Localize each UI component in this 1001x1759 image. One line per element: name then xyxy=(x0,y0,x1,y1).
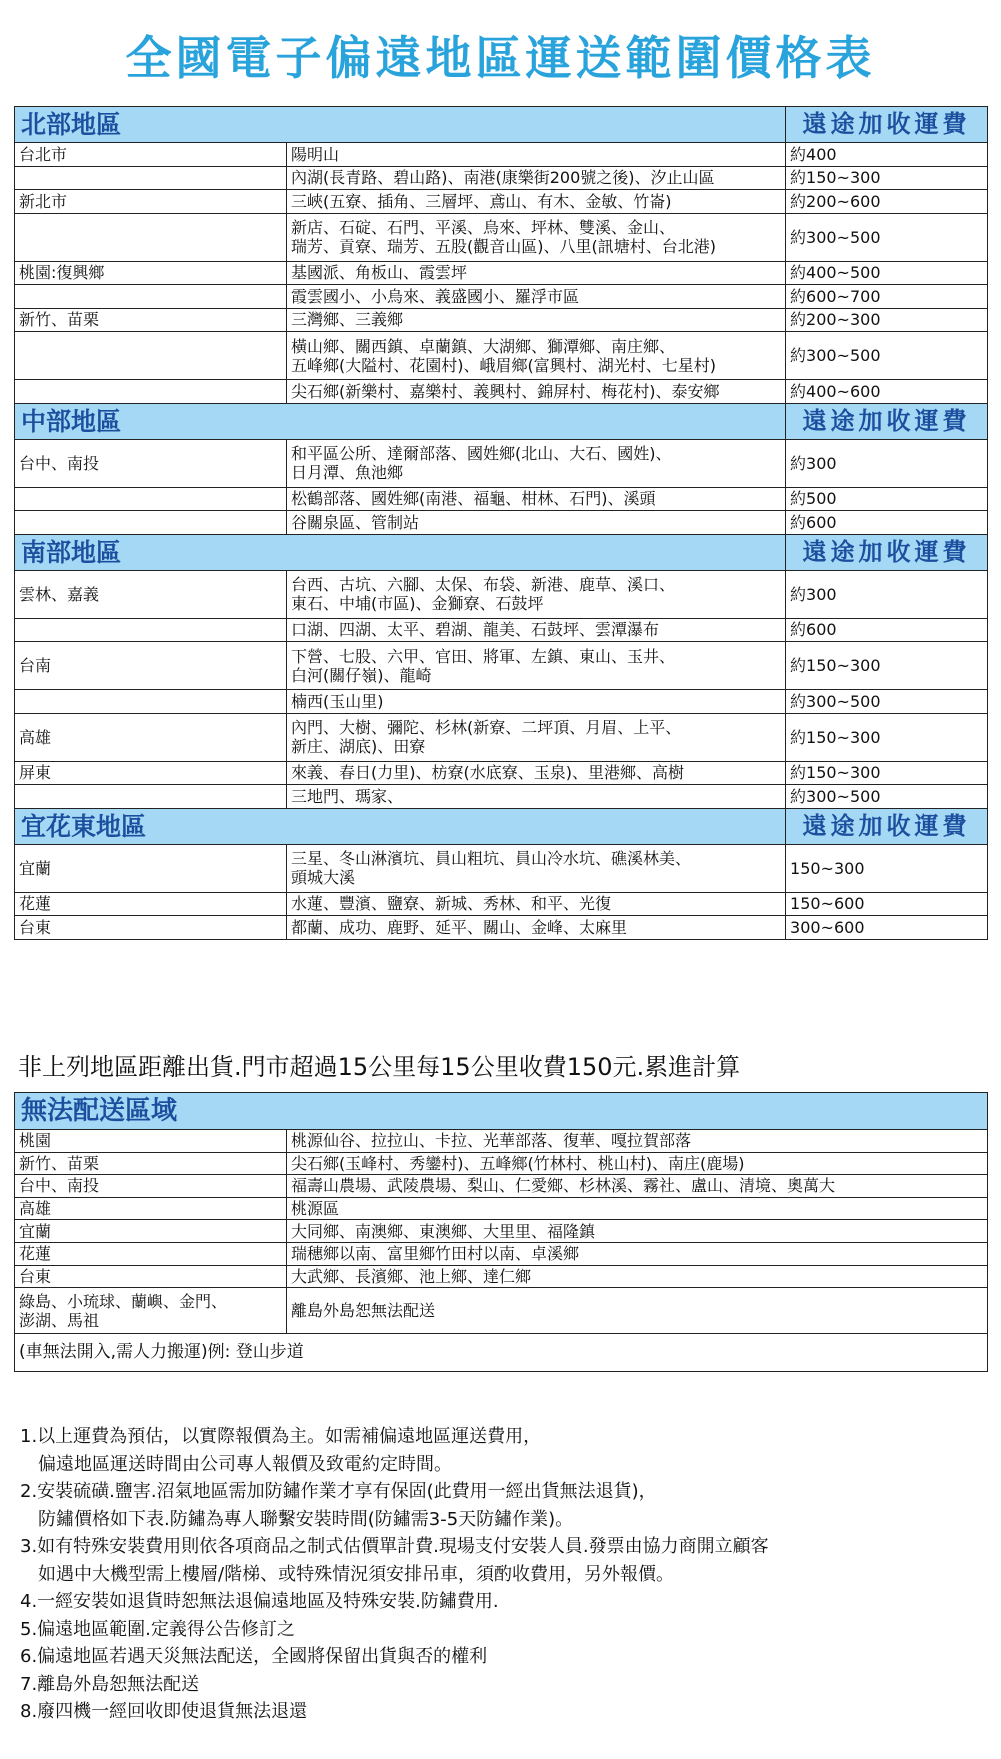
places-line: 五峰鄉(大隘村、花園村)、峨眉鄉(富興村、湖光村、七星村) xyxy=(291,355,716,375)
region-title: 宜花東地區 xyxy=(15,808,786,844)
note-line: 如遇中大機型需上樓層/階梯、或特殊情況須安排吊車，須酌收費用，另外報價。 xyxy=(38,1563,675,1585)
area-cell xyxy=(15,1220,287,1243)
fee-cell: 約500 xyxy=(786,487,988,511)
region-header-row xyxy=(15,534,988,570)
places-line: 下營、七股、六甲、官田、將軍、左鎮、東山、玉井、 xyxy=(291,646,676,666)
area-cell xyxy=(15,690,287,714)
places-line: 和平區公所、達爾部落、國姓鄉(北山、大石、國姓)、 xyxy=(291,444,672,463)
places-cell xyxy=(287,380,786,404)
fee-cell: 約300~500 xyxy=(786,332,988,380)
fee-cell: 約300~500 xyxy=(786,785,988,809)
places-line: 楠西(玉山里) xyxy=(291,691,384,711)
area-cell: 雲林、嘉義 xyxy=(15,570,287,618)
places-cell xyxy=(287,439,786,487)
area-line: 綠島、小琉球、蘭嶼、金門、 xyxy=(19,1291,228,1311)
places-line: 三灣鄉、三義鄉 xyxy=(291,310,404,330)
area-cell: 台南 xyxy=(15,642,287,690)
places-line: 內門、大樹、彌陀、杉林(新寮、二坪頂、月眉、上平、 xyxy=(291,718,682,737)
fee-cell: 約600 xyxy=(786,618,988,642)
table-row xyxy=(15,892,988,916)
table-row xyxy=(15,570,988,618)
fee-cell: 約400~600 xyxy=(786,380,988,404)
area-cell: 高雄 xyxy=(15,713,287,761)
table-row xyxy=(15,511,988,535)
note-line: 5.偏遠地區範圍.定義得公告修訂之 xyxy=(20,1618,295,1640)
table-row xyxy=(15,690,988,714)
remote-fee-table xyxy=(14,106,988,940)
table-row xyxy=(15,642,988,690)
area-cell: 花蓮 xyxy=(15,892,287,916)
places-cell xyxy=(287,785,786,809)
places-line: 谷關泉區、管制站 xyxy=(291,512,420,532)
places-cell xyxy=(287,285,786,309)
area-line: 高雄 xyxy=(19,1199,52,1219)
no-delivery-footer-row xyxy=(15,1334,988,1372)
area-cell xyxy=(15,166,287,190)
area-line: 桃園 xyxy=(19,1131,52,1151)
region-title: 南部地區 xyxy=(15,534,786,570)
note-line: 7.離島外島恕無法配送 xyxy=(20,1673,200,1695)
places-cell xyxy=(287,570,786,618)
places-cell: 離島外島恕無法配送 xyxy=(287,1288,988,1334)
places-line: 來義、春日(力里)、枋寮(水底寮、玉泉)、里港鄉、高樹 xyxy=(291,763,684,783)
fee-header: 遠途加收運費 xyxy=(786,403,988,439)
places-cell xyxy=(287,261,786,285)
area-cell: 新竹、苗栗 xyxy=(15,308,287,332)
places-cell: 大武鄉、長濱鄉、池上鄉、達仁鄉 xyxy=(287,1265,988,1288)
region-title: 北部地區 xyxy=(15,107,786,143)
fee-cell: 約300 xyxy=(786,570,988,618)
fee-header: 遠途加收運費 xyxy=(786,808,988,844)
fee-cell: 約600 xyxy=(786,511,988,535)
fee-cell: 約150~300 xyxy=(786,642,988,690)
places-line: 新庄、湖底)、田寮 xyxy=(291,737,426,756)
table-row xyxy=(15,190,988,214)
area-cell: 屏東 xyxy=(15,761,287,785)
area-cell xyxy=(15,285,287,309)
area-cell: 台東 xyxy=(15,916,287,940)
note-line: 4.一經安裝如退貨時恕無法退偏遠地區及特殊安裝.防鏽費用. xyxy=(20,1591,499,1612)
distance-note: 非上列地區距離出貨.門市超過15公里每15公里收費150元.累進計算 xyxy=(18,1053,741,1081)
area-line: 澎湖、馬祖 xyxy=(19,1310,100,1330)
note-line: 6.偏遠地區若遇天災無法配送，全國將保留出貨與否的權利 xyxy=(20,1646,488,1667)
table-row xyxy=(15,213,988,261)
area-cell xyxy=(15,1242,287,1265)
table-row xyxy=(15,1197,988,1220)
table-row xyxy=(15,713,988,761)
fee-cell: 約200~300 xyxy=(786,308,988,332)
area-cell: 新北市 xyxy=(15,190,287,214)
fee-cell: 約300 xyxy=(786,439,988,487)
note-line: 偏遠地區運送時間由公司專人報價及致電約定時間。 xyxy=(38,1453,452,1475)
area-cell xyxy=(15,1130,287,1153)
fee-cell: 約600~700 xyxy=(786,285,988,309)
places-cell xyxy=(287,690,786,714)
places-cell xyxy=(287,143,786,167)
no-delivery-table xyxy=(14,1092,988,1372)
places-line: 白河(關仔嶺)、龍崎 xyxy=(291,665,432,685)
table-row xyxy=(15,487,988,511)
table-row xyxy=(15,785,988,809)
area-cell xyxy=(15,785,287,809)
fee-cell: 約300~500 xyxy=(786,213,988,261)
area-cell xyxy=(15,1175,287,1198)
places-line: 頭城大溪 xyxy=(291,868,356,887)
places-cell xyxy=(287,618,786,642)
places-cell: 大同鄉、南澳鄉、東澳鄉、大里里、福隆鎮 xyxy=(287,1220,988,1243)
places-line: 三峽(五寮、插角、三層坪、鳶山、有木、金敏、竹崙) xyxy=(291,191,672,211)
places-line: 東石、中埔(市區)、金獅寮、石鼓坪 xyxy=(291,594,544,613)
no-delivery-footer: (車無法開入,需人力搬運)例: 登山步道 xyxy=(15,1334,988,1372)
places-line: 陽明山 xyxy=(291,144,340,164)
area-line: 台中、南投 xyxy=(19,1176,100,1196)
fee-cell: 300~600 xyxy=(786,916,988,940)
table-row xyxy=(15,261,988,285)
region-header-row xyxy=(15,403,988,439)
places-cell xyxy=(287,213,786,261)
places-cell xyxy=(287,166,786,190)
places-line: 瑞芳、貢寮、瑞芳、五股(觀音山區)、八里(訊塘村、台北港) xyxy=(291,237,716,256)
fee-cell: 150~300 xyxy=(786,844,988,892)
notes-list xyxy=(20,1423,769,1726)
area-cell xyxy=(15,487,287,511)
places-line: 內湖(長青路、碧山路)、南港(康樂街200號之後)、汐止山區 xyxy=(291,168,715,188)
places-cell xyxy=(287,332,786,380)
places-line: 霞雲國小、小烏來、義盛國小、羅浮市區 xyxy=(291,286,580,306)
table-row xyxy=(15,1130,988,1153)
area-cell: 台中、南投 xyxy=(15,439,287,487)
places-cell xyxy=(287,844,786,892)
table-row xyxy=(15,1242,988,1265)
area-cell: 台北市 xyxy=(15,143,287,167)
places-cell: 桃源區 xyxy=(287,1197,988,1220)
places-line: 台西、古坑、六腳、太保、布袋、新港、鹿草、溪口、 xyxy=(291,575,676,594)
fee-cell: 150~600 xyxy=(786,892,988,916)
region-title: 中部地區 xyxy=(15,403,786,439)
region-header-row xyxy=(15,808,988,844)
places-line: 水蓮、豐濱、鹽寮、新城、秀林、和平、光復 xyxy=(291,894,612,914)
table-row xyxy=(15,1152,988,1175)
table-row xyxy=(15,143,988,167)
places-line: 尖石鄉(新樂村、嘉樂村、義興村、錦屏村、梅花村)、泰安鄉 xyxy=(291,381,720,401)
area-cell xyxy=(15,1265,287,1288)
places-cell: 瑞穗鄉以南、富里鄉竹田村以南、卓溪鄉 xyxy=(287,1242,988,1265)
places-line: 基國派、角板山、霞雲坪 xyxy=(291,263,468,283)
no-delivery-header-row xyxy=(15,1093,988,1130)
places-cell: 桃源仙谷、拉拉山、卡拉、光華部落、復華、嘎拉賀部落 xyxy=(287,1130,988,1153)
table-row xyxy=(15,332,988,380)
places-cell xyxy=(287,511,786,535)
no-delivery-title: 無法配送區域 xyxy=(15,1093,988,1130)
area-cell xyxy=(15,213,287,261)
note-line: 防鏽價格如下表.防鏽為專人聯繫安裝時間(防鏽需3-5天防鏽作業)。 xyxy=(38,1508,574,1530)
area-cell: 宜蘭 xyxy=(15,844,287,892)
table-row xyxy=(15,1265,988,1288)
places-cell xyxy=(287,713,786,761)
page-title: 全國電子偏遠地區運送範圍價格表 xyxy=(125,31,876,85)
area-line: 花蓮 xyxy=(19,1244,52,1264)
region-header-row xyxy=(15,107,988,143)
area-cell xyxy=(15,1288,287,1334)
note-line: 8.廢四機一經回收即使退貨無法退還 xyxy=(20,1701,308,1722)
table-row xyxy=(15,285,988,309)
table-row xyxy=(15,1288,988,1334)
places-cell xyxy=(287,761,786,785)
table-row xyxy=(15,1220,988,1243)
places-line: 新店、石碇、石門、平溪、烏來、坪林、雙溪、金山、 xyxy=(291,218,676,237)
table-row xyxy=(15,1175,988,1198)
table-row xyxy=(15,380,988,404)
fee-cell: 約200~600 xyxy=(786,190,988,214)
fee-cell: 約150~300 xyxy=(786,166,988,190)
fee-header: 遠途加收運費 xyxy=(786,107,988,143)
fee-cell: 約150~300 xyxy=(786,713,988,761)
table-row xyxy=(15,308,988,332)
places-line: 橫山鄉、關西鎮、卓蘭鎮、大湖鄉、獅潭鄉、南庄鄉、 xyxy=(291,336,676,356)
places-cell: 尖石鄉(玉峰村、秀鑾村)、五峰鄉(竹林村、桃山村)、南庄(鹿場) xyxy=(287,1152,988,1175)
area-cell xyxy=(15,618,287,642)
fee-cell: 約400~500 xyxy=(786,261,988,285)
places-cell: 福壽山農場、武陵農場、梨山、仁愛鄉、杉林溪、霧社、盧山、清境、奧萬大 xyxy=(287,1175,988,1198)
table-row xyxy=(15,166,988,190)
places-line: 三星、冬山淋濱坑、員山粗坑、員山冷水坑、礁溪林美、 xyxy=(291,849,692,868)
area-cell xyxy=(15,380,287,404)
places-line: 口湖、四湖、太平、碧湖、龍美、石鼓坪、雲潭瀑布 xyxy=(291,620,660,640)
places-line: 松鶴部落、國姓鄉(南港、福龜、柑林、石門)、溪頭 xyxy=(291,489,656,509)
places-line: 都蘭、成功、鹿野、延平、關山、金峰、太麻里 xyxy=(291,917,628,937)
area-cell xyxy=(15,332,287,380)
places-cell xyxy=(287,642,786,690)
note-line: 1.以上運費為預估，以實際報價為主。如需補偏遠地區運送費用， xyxy=(20,1426,542,1447)
table-row xyxy=(15,844,988,892)
area-cell xyxy=(15,1197,287,1220)
table-row xyxy=(15,916,988,940)
area-cell: 桃園:復興鄉 xyxy=(15,261,287,285)
places-line: 三地門、瑪家、 xyxy=(291,786,404,806)
area-cell xyxy=(15,1152,287,1175)
fee-cell: 約400 xyxy=(786,143,988,167)
table-row xyxy=(15,761,988,785)
table-row xyxy=(15,618,988,642)
places-cell xyxy=(287,190,786,214)
places-cell xyxy=(287,487,786,511)
area-cell xyxy=(15,511,287,535)
places-line: 日月潭、魚池鄉 xyxy=(291,463,404,482)
table-row xyxy=(15,439,988,487)
note-line: 2.安裝硫磺.鹽害.沼氣地區需加防鏽作業才享有保固(此費用一經出貨無法退貨)， xyxy=(20,1481,657,1502)
places-cell xyxy=(287,916,786,940)
fee-cell: 約150~300 xyxy=(786,761,988,785)
fee-header: 遠途加收運費 xyxy=(786,534,988,570)
area-line: 新竹、苗栗 xyxy=(19,1153,100,1173)
area-line: 宜蘭 xyxy=(19,1221,52,1241)
places-cell xyxy=(287,892,786,916)
note-line: 3.如有特殊安裝費用則依各項商品之制式估價單計費.現場支付安裝人員.發票由協力商開立顧客 xyxy=(20,1536,769,1557)
places-cell xyxy=(287,308,786,332)
area-line: 台東 xyxy=(19,1266,52,1286)
fee-cell: 約300~500 xyxy=(786,690,988,714)
